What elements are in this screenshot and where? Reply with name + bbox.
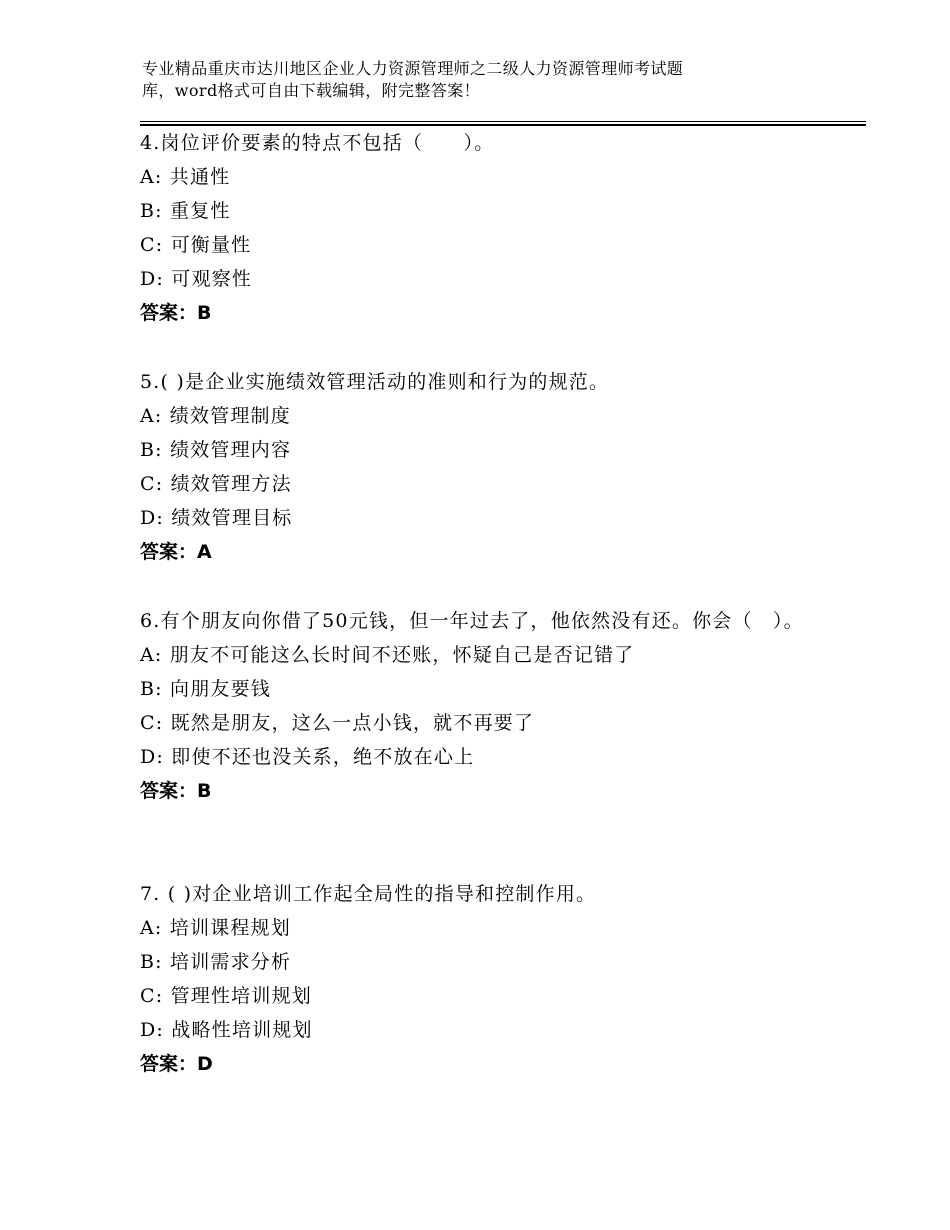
header-line-1: 专业精品重庆市达川地区企业人力资源管理师之二级人力资源管理师考试题 — [142, 59, 684, 78]
answer: 答案：D — [140, 1053, 213, 1075]
header-line-2: 库，word格式可自由下载编辑，附完整答案！ — [142, 81, 481, 100]
document-header — [142, 58, 782, 102]
option-d: D: 绩效管理目标 — [140, 507, 293, 529]
option-d: D: 战略性培训规划 — [140, 1019, 313, 1041]
option-c: C: 可衡量性 — [140, 234, 252, 256]
question-stem: 7. ( )对企业培训工作起全局性的指导和控制作用。 — [140, 883, 597, 905]
option-b: B: 培训需求分析 — [140, 951, 292, 973]
option-a: A: 共通性 — [140, 166, 231, 188]
header-divider-thin — [140, 121, 866, 122]
question-stem: 4.岗位评价要素的特点不包括（ ）。 — [140, 132, 495, 154]
option-c: C: 管理性培训规划 — [140, 985, 312, 1007]
question-stem: 5.( )是企业实施绩效管理活动的准则和行为的规范。 — [140, 371, 610, 393]
option-b: B: 向朋友要钱 — [140, 678, 272, 700]
question-stem: 6.有个朋友向你借了50元钱，但一年过去了，他依然没有还。你会（ ）。 — [140, 610, 804, 632]
question-4 — [140, 126, 820, 330]
option-c: C: 既然是朋友，这么一点小钱，就不再要了 — [140, 712, 535, 734]
option-d: D: 可观察性 — [140, 268, 253, 290]
question-5 — [140, 365, 820, 569]
option-b: B: 重复性 — [140, 200, 231, 222]
option-a: A: 绩效管理制度 — [140, 405, 291, 427]
option-a: A: 朋友不可能这么长时间不还账，怀疑自己是否记错了 — [140, 644, 635, 666]
answer: 答案：B — [140, 780, 212, 802]
option-a: A: 培训课程规划 — [140, 917, 291, 939]
option-d: D: 即使不还也没关系，绝不放在心上 — [140, 746, 475, 768]
question-6 — [140, 604, 820, 808]
answer: 答案：A — [140, 541, 212, 563]
option-c: C: 绩效管理方法 — [140, 473, 292, 495]
option-b: B: 绩效管理内容 — [140, 439, 292, 461]
answer: 答案：B — [140, 302, 212, 324]
question-7 — [140, 877, 820, 1081]
